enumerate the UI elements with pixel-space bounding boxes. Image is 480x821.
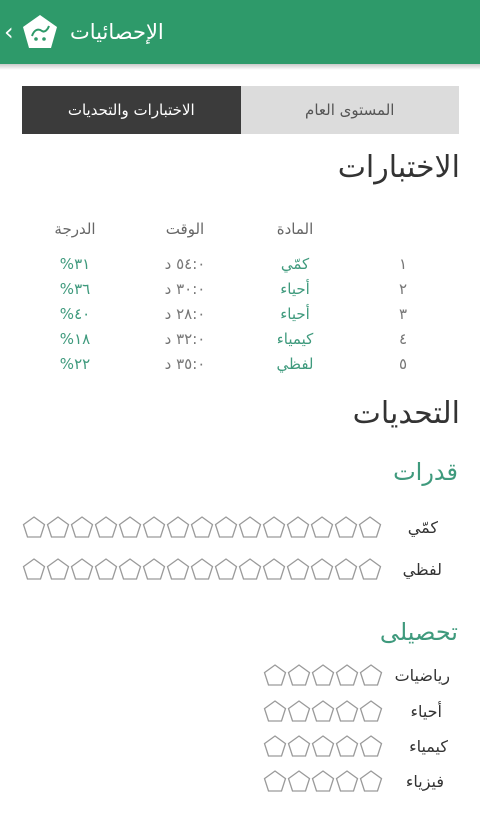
challenge-label: كيمياء — [409, 737, 448, 756]
row-subject: لفظي — [276, 355, 314, 373]
row-number: ٣ — [398, 305, 408, 323]
tab-overall-level[interactable]: المستوى العام — [241, 86, 460, 134]
challenge-label: رياضيات — [394, 666, 450, 685]
column-time: الوقت — [165, 220, 205, 238]
pentagon-icon — [358, 515, 382, 539]
column-score: الدرجة — [54, 220, 96, 238]
challenge-row-physics[interactable] — [0, 769, 480, 799]
app-bar-shadow — [0, 64, 480, 70]
column-subject: المادة — [276, 220, 314, 238]
pentagon-icon — [359, 769, 383, 793]
app-bar — [0, 0, 480, 64]
level-pentagons — [22, 557, 382, 581]
row-score: ٤٠% — [59, 305, 91, 323]
pentagon-icon — [335, 769, 359, 793]
pentagon-icon — [263, 769, 287, 793]
pentagon-icon — [70, 557, 94, 581]
qudurat-heading: قدرات — [393, 458, 458, 486]
pentagon-icon — [118, 557, 142, 581]
pentagon-icon — [359, 663, 383, 687]
pentagon-icon — [335, 734, 359, 758]
pentagon-icon — [335, 699, 359, 723]
row-number: ٤ — [398, 330, 408, 348]
pentagon-icon — [286, 515, 310, 539]
table-row[interactable] — [0, 355, 480, 381]
pentagon-icon — [287, 769, 311, 793]
pentagon-icon — [359, 699, 383, 723]
pentagon-icon — [310, 515, 334, 539]
row-time: ٣٥:٠ د — [164, 355, 206, 373]
challenge-row-chemistry[interactable] — [0, 734, 480, 764]
level-pentagons — [263, 699, 383, 723]
challenge-row-math[interactable] — [0, 663, 480, 693]
pentagon-icon — [46, 515, 70, 539]
pentagon-icon — [166, 515, 190, 539]
pentagon-icon — [262, 557, 286, 581]
challenge-label: فيزياء — [405, 772, 444, 791]
page-title: الإحصائيات — [70, 20, 164, 44]
pentagon-icon — [94, 515, 118, 539]
pentagon-icon — [287, 734, 311, 758]
pentagon-icon — [94, 557, 118, 581]
row-number: ٥ — [398, 355, 408, 373]
level-pentagons — [22, 515, 382, 539]
pentagon-icon — [263, 663, 287, 687]
pentagon-icon — [310, 557, 334, 581]
row-subject: كمّي — [280, 255, 310, 273]
pentagon-icon — [142, 515, 166, 539]
pentagon-icon — [118, 515, 142, 539]
pentagon-icon — [70, 515, 94, 539]
challenge-label: أحياء — [410, 702, 442, 721]
pentagon-icon — [263, 734, 287, 758]
level-pentagons — [263, 663, 383, 687]
row-score: ٣٦% — [59, 280, 91, 298]
back-chevron-icon[interactable]: ‹ — [4, 18, 14, 46]
pentagon-icon — [214, 515, 238, 539]
table-row[interactable] — [0, 305, 480, 331]
pentagon-icon — [22, 557, 46, 581]
level-pentagons — [263, 734, 383, 758]
row-score: ٣١% — [59, 255, 91, 273]
pentagon-icon — [263, 699, 287, 723]
pentagon-icon — [166, 557, 190, 581]
pentagon-icon — [311, 734, 335, 758]
table-row[interactable] — [0, 330, 480, 356]
row-subject: أحياء — [280, 280, 310, 298]
tab-tests-challenges[interactable]: الاختبارات والتحديات — [22, 86, 241, 134]
pentagon-icon — [286, 557, 310, 581]
pentagon-icon — [238, 557, 262, 581]
tab-bar — [22, 86, 459, 134]
challenges-heading: التحديات — [352, 396, 460, 431]
row-time: ٥٤:٠ د — [164, 255, 206, 273]
row-time: ٣٠:٠ د — [164, 280, 206, 298]
row-subject: أحياء — [280, 305, 310, 323]
pentagon-icon — [311, 769, 335, 793]
pentagon-icon — [262, 515, 286, 539]
pentagon-icon — [46, 557, 70, 581]
tahsili-heading: تحصيلى — [379, 618, 458, 646]
row-time: ٣٢:٠ د — [164, 330, 206, 348]
pentagon-icon — [334, 557, 358, 581]
challenge-row-quant[interactable] — [0, 515, 480, 545]
level-pentagons — [263, 769, 383, 793]
challenge-label: لفظي — [402, 560, 442, 579]
pentagon-icon — [22, 515, 46, 539]
row-number: ١ — [398, 255, 408, 273]
pentagon-icon — [287, 699, 311, 723]
pentagon-icon — [358, 557, 382, 581]
row-number: ٢ — [398, 280, 408, 298]
pentagon-icon — [311, 663, 335, 687]
pentagon-icon — [214, 557, 238, 581]
pentagon-icon — [311, 699, 335, 723]
challenge-row-biology[interactable] — [0, 699, 480, 729]
tests-table-header — [0, 220, 480, 246]
row-score: ٢٢% — [59, 355, 91, 373]
pentagon-icon — [190, 557, 214, 581]
pentagon-icon — [359, 734, 383, 758]
pentagon-icon — [335, 663, 359, 687]
row-time: ٢٨:٠ د — [164, 305, 206, 323]
pentagon-icon — [142, 557, 166, 581]
row-subject: كيمياء — [276, 330, 314, 348]
pentagon-icon — [238, 515, 262, 539]
tests-heading: الاختبارات — [337, 150, 460, 185]
pentagon-icon — [334, 515, 358, 539]
table-row[interactable] — [0, 255, 480, 281]
pentagon-icon — [190, 515, 214, 539]
table-row[interactable] — [0, 280, 480, 306]
challenge-row-verbal[interactable] — [0, 557, 480, 587]
pentagon-icon — [287, 663, 311, 687]
row-score: ١٨% — [59, 330, 91, 348]
challenge-label: كمّي — [407, 518, 438, 537]
pentagon-logo-icon — [20, 12, 60, 52]
